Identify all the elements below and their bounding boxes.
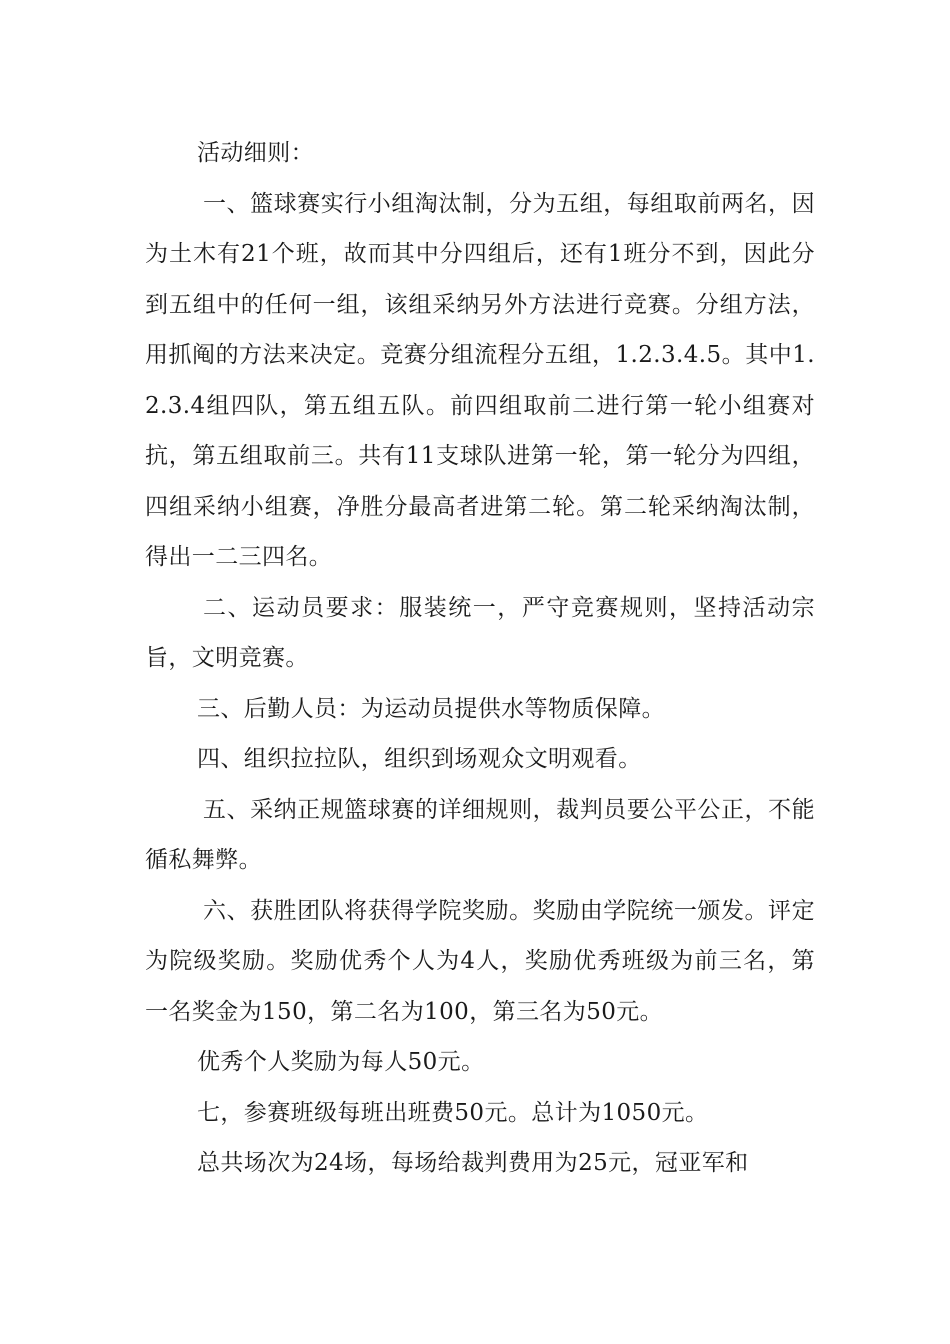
- paragraph-rule-7: 七，参赛班级每班出班费50元。总计为1050元。: [197, 1099, 709, 1126]
- paragraph-rule-1: 一、篮球赛实行小组淘汰制，分为五组，每组取前两名，因为土木有21个班，故而其中分四组后，还有1班分不到，因此分到五组中的任何一组，该组采纳另外方法进行竞赛。分组方法，用抓阄的方法来决定。竞赛分组流程分五组，1.2.3.4.5。其中1.2.3.4组四队，第五组五队。前四组取前二进行第一轮小组赛对抗，第五组取前三。共有11支球队进第一轮，第一轮分为四组，四组采纳小组赛，净胜分最高者进第二轮。第二轮采纳淘汰制，得出一二三四名。: [145, 190, 815, 570]
- paragraph-rule-4: 四、组织拉拉队，组织到场观众文明观看。: [197, 746, 642, 772]
- document-body: [145, 128, 815, 1189]
- paragraph-rule-6: 六、获胜团队将获得学院奖励。奖励由学院统一颁发。评定为院级奖励。奖励优秀个人为4人，奖励优秀班级为前三名，第一名奖金为150，第二名为100，第三名为50元。: [145, 897, 815, 1025]
- paragraph-rule-3: 三、后勤人员：为运动员提供水等物质保障。: [197, 695, 665, 722]
- paragraph-match-fees: 总共场次为24场，每场给裁判费用为25元，冠亚军和: [197, 1150, 749, 1176]
- paragraph-heading: 活动细则：: [197, 140, 314, 166]
- paragraph-rule-2: 二、运动员要求：服装统一，严守竞赛规则，坚持活动宗旨，文明竞赛。: [145, 594, 815, 671]
- paragraph-rule-5: 五、采纳正规篮球赛的详细规则，裁判员要公平公正，不能循私舞弊。: [145, 796, 815, 873]
- paragraph-individual-award: 优秀个人奖励为每人50元。: [197, 1049, 485, 1075]
